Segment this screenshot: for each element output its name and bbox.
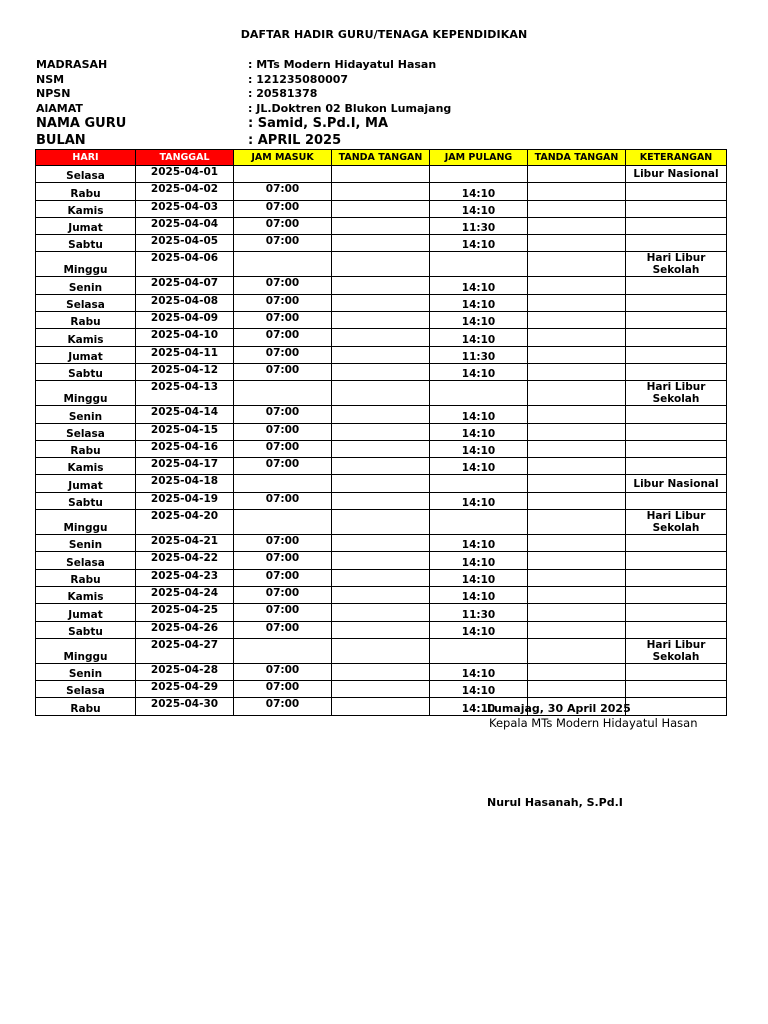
cell-jam-pulang [430,166,528,183]
info-block [36,58,736,149]
cell-hari: Minggu [36,381,136,406]
cell-keterangan [626,535,727,552]
cell-tanggal: 2025-04-29 [136,681,234,698]
cell-tanggal: 2025-04-27 [136,638,234,663]
cell-jam-pulang: 14:10 [430,277,528,294]
cell-tanda-tangan-pulang [528,638,626,663]
cell-tanggal: 2025-04-16 [136,440,234,457]
cell-tanggal: 2025-04-14 [136,406,234,423]
cell-tanda-tangan-pulang [528,510,626,535]
info-label: AlAMAT [36,101,83,115]
cell-hari: Rabu [36,569,136,586]
cell-tanda-tangan-masuk [332,277,430,294]
cell-jam-pulang: 14:10 [430,183,528,200]
info-row-alamat [36,102,736,117]
cell-jam-masuk [234,252,332,277]
cell-tanggal: 2025-04-28 [136,663,234,680]
cell-jam-pulang: 14:10 [430,294,528,311]
table-body [36,166,727,716]
cell-jam-masuk: 07:00 [234,217,332,234]
cell-tanda-tangan-masuk [332,423,430,440]
cell-jam-pulang: 14:10 [430,235,528,252]
cell-keterangan [626,569,727,586]
cell-keterangan [626,458,727,475]
cell-tanda-tangan-pulang [528,312,626,329]
table-row [36,235,727,252]
cell-jam-masuk: 07:00 [234,698,332,715]
cell-tanggal: 2025-04-15 [136,423,234,440]
cell-tanda-tangan-masuk [332,166,430,183]
cell-jam-masuk: 07:00 [234,346,332,363]
cell-tanggal: 2025-04-04 [136,217,234,234]
cell-jam-masuk: 07:00 [234,535,332,552]
cell-jam-pulang: 14:10 [430,312,528,329]
cell-tanda-tangan-pulang [528,440,626,457]
table-row [36,663,727,680]
table-row [36,569,727,586]
table-row [36,363,727,380]
cell-jam-pulang: 14:10 [430,586,528,603]
info-value: : MTs Modern Hidayatul Hasan [248,58,437,71]
cell-keterangan [626,621,727,638]
cell-jam-masuk: 07:00 [234,492,332,509]
cell-tanda-tangan-pulang [528,535,626,552]
cell-tanda-tangan-pulang [528,604,626,621]
cell-tanda-tangan-pulang [528,569,626,586]
cell-tanda-tangan-masuk [332,363,430,380]
info-row-npsn [36,87,736,102]
cell-hari: Selasa [36,166,136,183]
cell-jam-pulang: 11:30 [430,346,528,363]
table-row [36,252,727,277]
cell-tanggal: 2025-04-18 [136,475,234,492]
cell-keterangan [626,681,727,698]
cell-keterangan [626,423,727,440]
table-row [36,346,727,363]
cell-jam-pulang: 14:10 [430,698,528,715]
cell-jam-masuk: 07:00 [234,440,332,457]
cell-hari: Senin [36,406,136,423]
cell-tanda-tangan-masuk [332,406,430,423]
cell-hari: Senin [36,663,136,680]
cell-hari: Kamis [36,586,136,603]
cell-tanggal: 2025-04-08 [136,294,234,311]
cell-jam-pulang: 14:10 [430,492,528,509]
cell-tanda-tangan-masuk [332,235,430,252]
cell-keterangan [626,604,727,621]
info-row-bulan [36,133,736,150]
table-header-row [36,150,727,166]
cell-hari: Minggu [36,510,136,535]
info-label: BULAN [36,132,86,148]
cell-tanda-tangan-pulang [528,217,626,234]
cell-jam-pulang [430,510,528,535]
table-row [36,492,727,509]
cell-keterangan [626,200,727,217]
table-row [36,440,727,457]
cell-jam-pulang: 14:10 [430,423,528,440]
cell-tanggal: 2025-04-03 [136,200,234,217]
cell-keterangan [626,363,727,380]
cell-tanggal: 2025-04-02 [136,183,234,200]
cell-tanda-tangan-pulang [528,586,626,603]
cell-jam-masuk [234,638,332,663]
cell-tanda-tangan-masuk [332,621,430,638]
cell-keterangan: Hari Libur Sekolah [626,381,727,406]
info-row-nsm [36,73,736,88]
cell-jam-pulang: 14:10 [430,681,528,698]
info-label: NPSN [36,87,71,100]
table-row [36,166,727,183]
cell-tanda-tangan-pulang [528,166,626,183]
cell-keterangan: Hari Libur Sekolah [626,638,727,663]
cell-tanda-tangan-pulang [528,423,626,440]
cell-tanda-tangan-pulang [528,475,626,492]
cell-tanggal: 2025-04-07 [136,277,234,294]
cell-jam-pulang: 14:10 [430,569,528,586]
table-row [36,423,727,440]
cell-jam-pulang: 14:10 [430,535,528,552]
cell-tanggal: 2025-04-24 [136,586,234,603]
cell-tanda-tangan-pulang [528,406,626,423]
cell-tanda-tangan-masuk [332,535,430,552]
cell-hari: Kamis [36,458,136,475]
cell-keterangan [626,235,727,252]
cell-tanda-tangan-masuk [332,312,430,329]
cell-tanda-tangan-masuk [332,475,430,492]
cell-hari: Jumat [36,217,136,234]
cell-keterangan [626,183,727,200]
cell-hari: Sabtu [36,621,136,638]
cell-tanda-tangan-masuk [332,510,430,535]
info-value: : APRIL 2025 [248,132,342,148]
cell-tanggal: 2025-04-10 [136,329,234,346]
cell-tanda-tangan-masuk [332,200,430,217]
table-row [36,294,727,311]
header-tanda-tangan-pulang: TANDA TANGAN [528,150,626,166]
header-jam-pulang: JAM PULANG [430,150,528,166]
cell-jam-pulang: 14:10 [430,363,528,380]
cell-tanda-tangan-masuk [332,638,430,663]
cell-hari: Rabu [36,183,136,200]
cell-tanda-tangan-masuk [332,492,430,509]
info-value: : Samid, S.Pd.I, MA [248,116,389,131]
cell-jam-masuk [234,166,332,183]
cell-hari: Rabu [36,440,136,457]
cell-tanda-tangan-masuk [332,294,430,311]
cell-tanda-tangan-pulang [528,381,626,406]
cell-hari: Selasa [36,294,136,311]
cell-hari: Kamis [36,200,136,217]
footer-signer-role: Kepala MTs Modern Hidayatul Hasan [489,716,698,730]
cell-jam-masuk: 07:00 [234,277,332,294]
cell-tanda-tangan-pulang [528,663,626,680]
cell-tanggal: 2025-04-09 [136,312,234,329]
cell-jam-masuk: 07:00 [234,406,332,423]
cell-keterangan [626,312,727,329]
table-row [36,586,727,603]
cell-tanda-tangan-pulang [528,329,626,346]
table-row [36,381,727,406]
cell-jam-masuk: 07:00 [234,329,332,346]
cell-jam-masuk: 07:00 [234,363,332,380]
cell-keterangan [626,440,727,457]
cell-tanda-tangan-masuk [332,569,430,586]
cell-keterangan: Hari Libur Sekolah [626,510,727,535]
cell-jam-pulang: 14:10 [430,329,528,346]
cell-tanda-tangan-pulang [528,363,626,380]
cell-hari: Senin [36,277,136,294]
cell-tanda-tangan-pulang [528,252,626,277]
cell-jam-pulang: 14:10 [430,200,528,217]
cell-hari: Minggu [36,638,136,663]
cell-jam-masuk: 07:00 [234,294,332,311]
cell-tanda-tangan-pulang [528,621,626,638]
cell-jam-masuk: 07:00 [234,200,332,217]
cell-keterangan [626,217,727,234]
cell-tanda-tangan-pulang [528,681,626,698]
cell-keterangan [626,277,727,294]
cell-jam-masuk: 07:00 [234,183,332,200]
cell-tanda-tangan-masuk [332,586,430,603]
cell-tanda-tangan-pulang [528,552,626,569]
table-row [36,183,727,200]
cell-jam-pulang: 11:30 [430,604,528,621]
info-label: MADRASAH [36,58,108,71]
cell-tanda-tangan-pulang [528,294,626,311]
cell-jam-pulang: 14:10 [430,663,528,680]
cell-jam-masuk: 07:00 [234,235,332,252]
info-row-madrasah [36,58,736,73]
cell-jam-masuk: 07:00 [234,312,332,329]
cell-jam-pulang [430,475,528,492]
cell-tanda-tangan-masuk [332,552,430,569]
cell-tanda-tangan-pulang [528,183,626,200]
cell-tanggal: 2025-04-19 [136,492,234,509]
cell-jam-masuk [234,381,332,406]
cell-hari: Jumat [36,475,136,492]
cell-tanda-tangan-masuk [332,346,430,363]
footer-place-date: Lumajag, 30 April 2025 [487,702,631,715]
cell-jam-pulang: 14:10 [430,406,528,423]
cell-tanda-tangan-masuk [332,252,430,277]
cell-tanggal: 2025-04-26 [136,621,234,638]
cell-jam-masuk [234,475,332,492]
cell-tanda-tangan-masuk [332,183,430,200]
cell-tanda-tangan-masuk [332,440,430,457]
cell-tanggal: 2025-04-05 [136,235,234,252]
cell-tanda-tangan-masuk [332,458,430,475]
cell-keterangan [626,663,727,680]
header-tanggal: TANGGAL [136,150,234,166]
info-value: : 121235080007 [248,72,349,86]
cell-tanda-tangan-pulang [528,458,626,475]
cell-jam-pulang [430,381,528,406]
cell-tanda-tangan-masuk [332,329,430,346]
cell-tanda-tangan-masuk [332,663,430,680]
cell-jam-masuk [234,510,332,535]
table-row [36,217,727,234]
cell-hari: Selasa [36,423,136,440]
cell-hari: Rabu [36,312,136,329]
cell-tanda-tangan-masuk [332,604,430,621]
attendance-table [35,149,727,716]
cell-tanggal: 2025-04-25 [136,604,234,621]
header-keterangan: KETERANGAN [626,150,727,166]
cell-tanda-tangan-masuk [332,217,430,234]
cell-tanggal: 2025-04-11 [136,346,234,363]
cell-tanggal: 2025-04-17 [136,458,234,475]
cell-jam-masuk: 07:00 [234,552,332,569]
info-label: NAMA GURU [36,116,127,131]
table-row [36,535,727,552]
table-row [36,475,727,492]
cell-tanggal: 2025-04-30 [136,698,234,715]
table-row [36,329,727,346]
table-row [36,604,727,621]
table-row [36,638,727,663]
cell-tanggal: 2025-04-13 [136,381,234,406]
cell-hari: Jumat [36,346,136,363]
table-row [36,277,727,294]
info-value: : JL.Doktren 02 Blukon Lumajang [248,101,452,115]
cell-jam-pulang: 14:10 [430,621,528,638]
table-row [36,621,727,638]
cell-tanda-tangan-masuk [332,381,430,406]
cell-keterangan [626,698,727,715]
cell-keterangan [626,552,727,569]
cell-jam-masuk: 07:00 [234,621,332,638]
cell-keterangan [626,346,727,363]
info-row-nama-guru [36,116,736,133]
cell-hari: Sabtu [36,492,136,509]
cell-tanda-tangan-masuk [332,681,430,698]
cell-jam-masuk: 07:00 [234,423,332,440]
cell-tanggal: 2025-04-06 [136,252,234,277]
cell-tanggal: 2025-04-01 [136,166,234,183]
cell-jam-masuk: 07:00 [234,458,332,475]
cell-tanggal: 2025-04-12 [136,363,234,380]
cell-keterangan [626,294,727,311]
cell-tanda-tangan-pulang [528,346,626,363]
cell-tanggal: 2025-04-23 [136,569,234,586]
cell-jam-pulang [430,638,528,663]
cell-keterangan: Libur Nasional [626,166,727,183]
cell-tanggal: 2025-04-20 [136,510,234,535]
cell-jam-pulang: 11:30 [430,217,528,234]
cell-keterangan [626,492,727,509]
cell-hari: Senin [36,535,136,552]
cell-hari: Kamis [36,329,136,346]
table-row [36,458,727,475]
cell-jam-pulang [430,252,528,277]
cell-hari: Sabtu [36,363,136,380]
cell-keterangan: Libur Nasional [626,475,727,492]
cell-tanda-tangan-pulang [528,200,626,217]
cell-hari: Jumat [36,604,136,621]
cell-jam-pulang: 14:10 [430,440,528,457]
cell-keterangan [626,406,727,423]
cell-keterangan [626,329,727,346]
cell-jam-masuk: 07:00 [234,681,332,698]
cell-tanda-tangan-pulang [528,492,626,509]
footer-signer-name: Nurul Hasanah, S.Pd.I [487,796,623,809]
cell-keterangan: Hari Libur Sekolah [626,252,727,277]
cell-tanggal: 2025-04-21 [136,535,234,552]
cell-hari: Sabtu [36,235,136,252]
table-row [36,681,727,698]
cell-hari: Rabu [36,698,136,715]
header-jam-masuk: JAM MASUK [234,150,332,166]
info-value: : 20581378 [248,87,318,100]
cell-tanda-tangan-pulang [528,277,626,294]
cell-jam-pulang: 14:10 [430,552,528,569]
document-title: DAFTAR HADIR GURU/TENAGA KEPENDIDIKAN [240,28,528,41]
header-tanda-tangan-masuk: TANDA TANGAN [332,150,430,166]
cell-hari: Selasa [36,552,136,569]
cell-jam-pulang: 14:10 [430,458,528,475]
table-row [36,200,727,217]
header-hari: HARI [36,150,136,166]
cell-jam-masuk: 07:00 [234,569,332,586]
cell-hari: Minggu [36,252,136,277]
table-row [36,406,727,423]
table-row [36,510,727,535]
cell-tanda-tangan-pulang [528,235,626,252]
cell-jam-masuk: 07:00 [234,663,332,680]
info-label: NSM [36,72,65,86]
cell-jam-masuk: 07:00 [234,604,332,621]
cell-keterangan [626,586,727,603]
cell-tanggal: 2025-04-22 [136,552,234,569]
cell-tanda-tangan-masuk [332,698,430,715]
cell-jam-masuk: 07:00 [234,586,332,603]
table-row [36,312,727,329]
table-row [36,552,727,569]
cell-hari: Selasa [36,681,136,698]
